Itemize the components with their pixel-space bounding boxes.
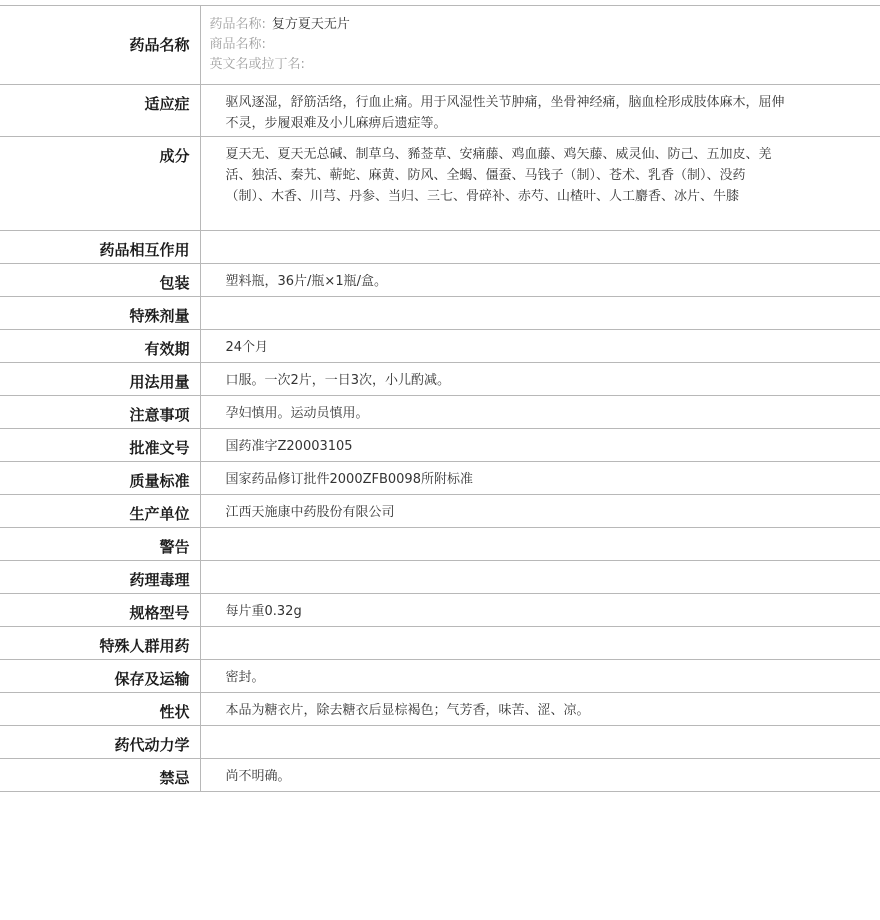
special-dosage-label: 特殊剂量	[0, 297, 200, 330]
indications-label: 适应症	[0, 85, 200, 137]
row-pharmacology	[0, 561, 880, 594]
packaging-label: 包装	[0, 264, 200, 297]
row-indications	[0, 85, 880, 137]
approval-number-value: 国药准字Z20003105	[200, 429, 880, 462]
approval-number-label: 批准文号	[0, 429, 200, 462]
generic-name-label: 药品名称:	[209, 17, 266, 32]
quality-standard-value: 国家药品修订批件2000ZFB0098所附标准	[200, 462, 880, 495]
pharmacology-value	[200, 561, 880, 594]
manufacturer-label: 生产单位	[0, 495, 200, 528]
row-warning	[0, 528, 880, 561]
warning-label: 警告	[0, 528, 200, 561]
row-shelf-life	[0, 330, 880, 363]
quality-standard-label: 质量标准	[0, 462, 200, 495]
description-label: 性状	[0, 693, 200, 726]
pharmacokinetics-value	[200, 726, 880, 759]
row-quality-standard	[0, 462, 880, 495]
row-drug-name	[0, 6, 880, 85]
pharmacokinetics-label: 药代动力学	[0, 726, 200, 759]
specification-label: 规格型号	[0, 594, 200, 627]
row-storage	[0, 660, 880, 693]
precautions-label: 注意事项	[0, 396, 200, 429]
manufacturer-value: 江西天施康中药股份有限公司	[200, 495, 880, 528]
trade-name-line	[210, 35, 871, 55]
shelf-life-label: 有效期	[0, 330, 200, 363]
drug-interactions-value	[200, 231, 880, 264]
row-special-populations	[0, 627, 880, 660]
generic-name-line	[210, 15, 871, 35]
dosage-value: 口服。一次2片，一日3次，小儿酌减。	[200, 363, 880, 396]
row-ingredients	[0, 137, 880, 231]
contraindications-value: 尚不明确。	[200, 759, 880, 792]
special-dosage-value	[200, 297, 880, 330]
special-populations-label: 特殊人群用药	[0, 627, 200, 660]
storage-label: 保存及运输	[0, 660, 200, 693]
trade-name-label: 商品名称:	[209, 37, 266, 52]
drug-info-table	[0, 5, 880, 792]
indications-value: 驱风逐湿，舒筋活络，行血止痛。用于风湿性关节肿痛，坐骨神经痛，脑血栓形成肢体麻木，屈伸不灵，步履艰难及小儿麻痹后遗症等。	[200, 85, 880, 137]
row-precautions	[0, 396, 880, 429]
row-drug-interactions	[0, 231, 880, 264]
drug-name-label: 药品名称	[0, 6, 200, 85]
dosage-label: 用法用量	[0, 363, 200, 396]
packaging-value: 塑料瓶，36片/瓶×1瓶/盒。	[200, 264, 880, 297]
pharmacology-label: 药理毒理	[0, 561, 200, 594]
english-name-line	[210, 55, 871, 75]
row-manufacturer	[0, 495, 880, 528]
special-populations-value	[200, 627, 880, 660]
english-name-label: 英文名或拉丁名:	[209, 57, 305, 72]
specification-value: 每片重0.32g	[200, 594, 880, 627]
precautions-value: 孕妇慎用。运动员慎用。	[200, 396, 880, 429]
row-pharmacokinetics	[0, 726, 880, 759]
row-contraindications	[0, 759, 880, 792]
row-approval-number	[0, 429, 880, 462]
warning-value	[200, 528, 880, 561]
contraindications-label: 禁忌	[0, 759, 200, 792]
drug-name-values	[200, 6, 880, 85]
drug-interactions-label: 药品相互作用	[0, 231, 200, 264]
row-packaging	[0, 264, 880, 297]
row-specification	[0, 594, 880, 627]
row-dosage	[0, 363, 880, 396]
ingredients-value: 夏天无、夏天无总碱、制草乌、豨莶草、安痛藤、鸡血藤、鸡矢藤、威灵仙、防己、五加皮、羌活、独活、秦艽、蕲蛇、麻黄、防风、全蝎、僵蚕、马钱子（制）、苍术、乳香（制）、没药（制）、木香、川芎、丹参、当归、三七、骨碎补、赤芍、山楂叶、人工麝香、冰片、牛膝	[200, 137, 880, 231]
row-description	[0, 693, 880, 726]
description-value: 本品为糖衣片，除去糖衣后显棕褐色；气芳香，味苦、涩、凉。	[200, 693, 880, 726]
generic-name-value: 复方夏天无片	[271, 17, 350, 32]
row-special-dosage	[0, 297, 880, 330]
shelf-life-value: 24个月	[200, 330, 880, 363]
ingredients-label: 成分	[0, 137, 200, 231]
storage-value: 密封。	[200, 660, 880, 693]
